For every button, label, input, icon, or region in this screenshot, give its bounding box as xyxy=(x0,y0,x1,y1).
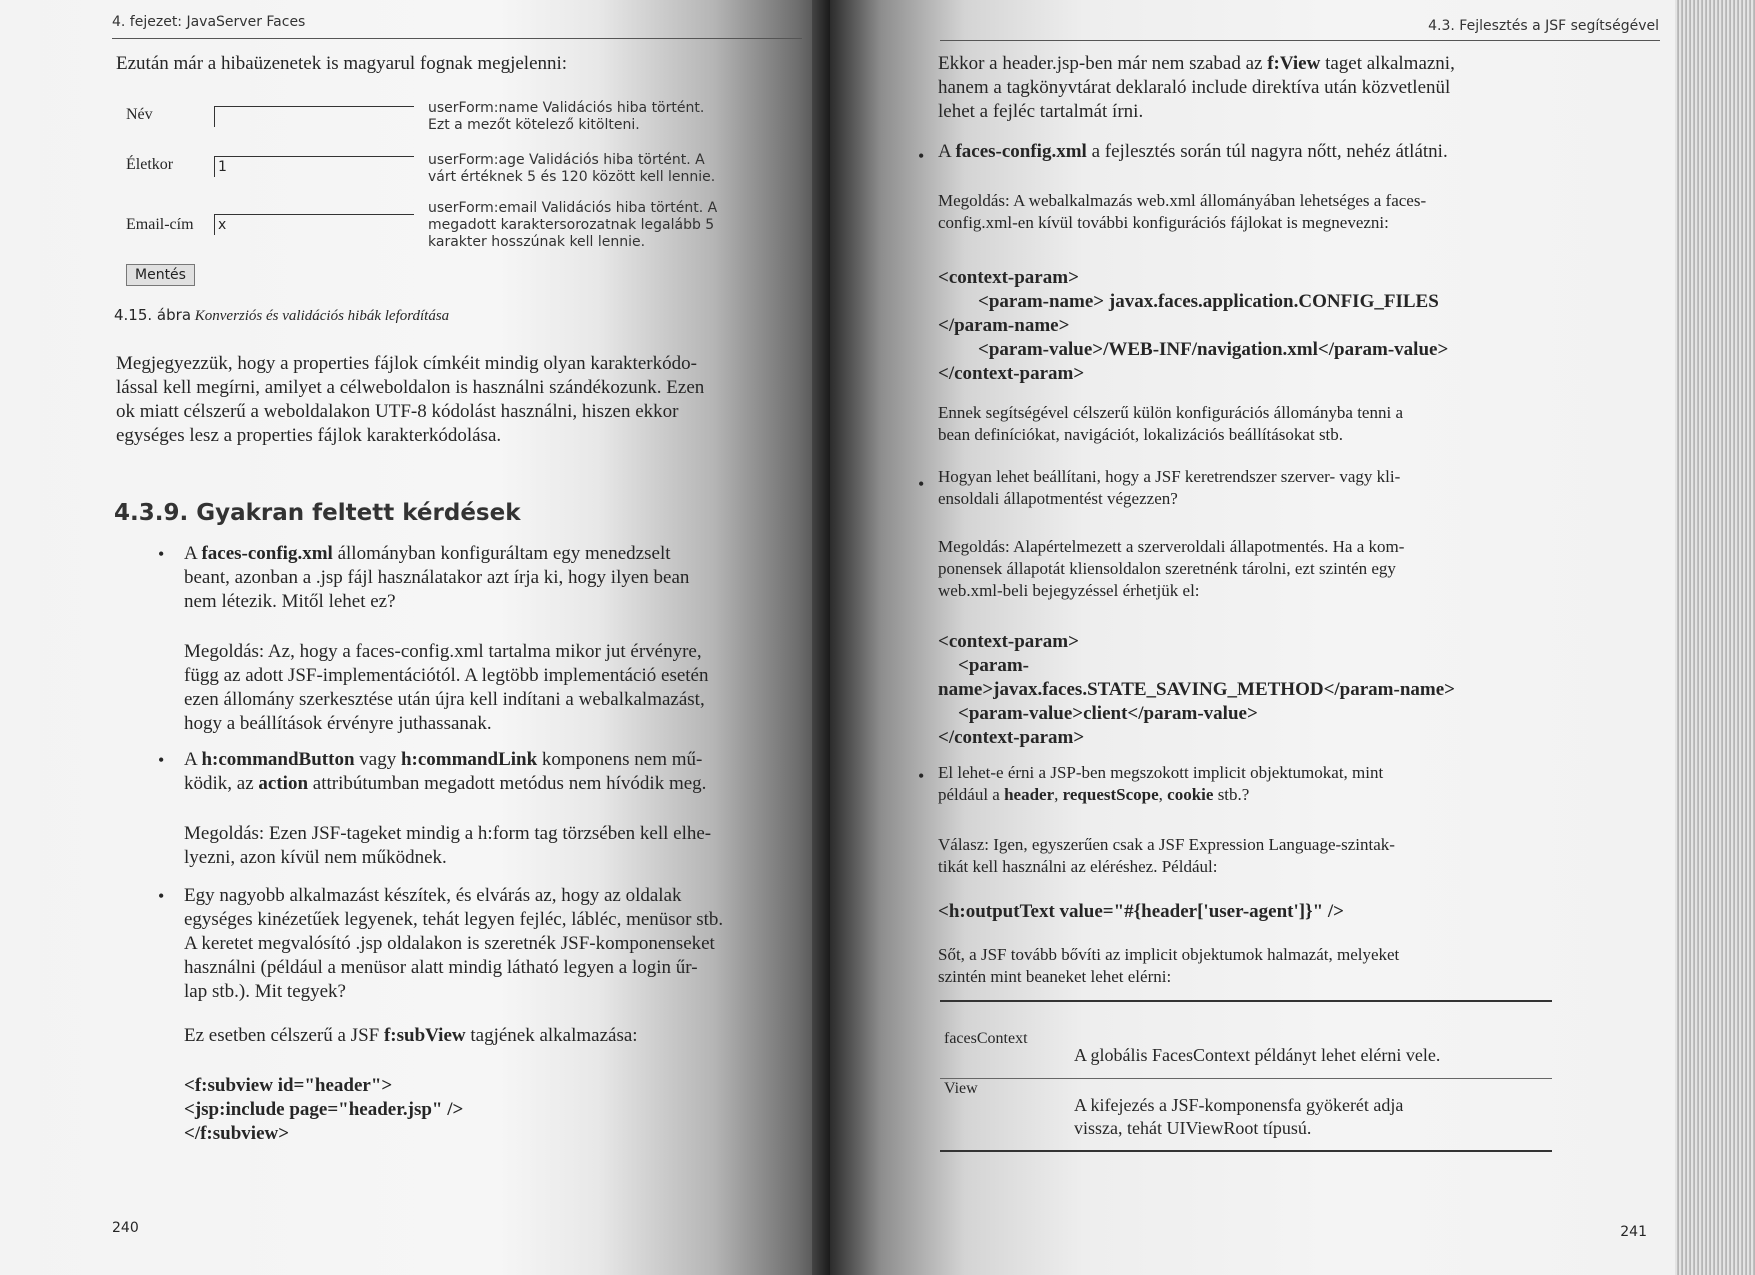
text-line: config.xml-en kívül további konfigurációs fájlokat is megnevezni: xyxy=(938,213,1389,232)
intro-text: Ezután már a hibaüzenetek is magyarul fognak megjelenni: xyxy=(116,53,568,74)
running-head-left: 4. fejezet: JavaServer Faces xyxy=(112,14,306,30)
text: a fejlesztés során túl nagyra nőtt, nehéz átlátni. xyxy=(1086,141,1448,162)
text-line: szintén mint beaneket lehet elérni: xyxy=(938,967,1172,986)
text: állományban konfiguráltam egy menedzselt xyxy=(332,543,671,564)
text-line: El lehet-e érni a JSP-ben megszokott implicit objektumokat, mint xyxy=(938,763,1384,782)
text-line: lással kell megírni, amilyet a célweboldalon is használni szándékozunk. Ezen xyxy=(116,377,705,398)
page-number-left: 240 xyxy=(112,1220,139,1236)
question-1 xyxy=(184,542,804,614)
code-output-text: <h:outputText value="#{header['user-agent']}" /> xyxy=(938,901,1344,922)
text-line: ensoldali állapotmentést végezzen? xyxy=(938,489,1178,508)
code-line: <f:subview id="header"> xyxy=(184,1075,393,1096)
text-line: Megoldás: Ezen JSF-tageket mindig a h:form tag törzsében kell elhe- xyxy=(184,823,712,844)
table-row-rule xyxy=(940,1078,1552,1079)
text-line: ponensek állapotát kliensoldalon szeretnénk tárolni, ezt szintén egy xyxy=(938,559,1396,578)
text-line: hanem a tagkönyvtárat deklaraló include direktíva után közvetlenül xyxy=(938,77,1451,98)
field-label-age: Életkor xyxy=(126,156,174,173)
code-line: <param- xyxy=(958,655,1029,676)
bold-text: action xyxy=(258,773,309,794)
text-line: A kifejezés a JSF-komponensfa gyökerét adja xyxy=(1074,1095,1404,1115)
text-line: vissza, tehát UIViewRoot típusú. xyxy=(1074,1118,1312,1138)
caption-number: 4.15. ábra xyxy=(114,306,192,324)
name-error-message xyxy=(428,100,704,134)
answer-3 xyxy=(184,1024,804,1048)
text-line: ezen állomány szerkesztése után újra kell indítani a webalkalmazást, xyxy=(184,689,705,710)
text-line: Ennek segítségével célszerű külön konfigurációs állományba tenni a xyxy=(938,403,1403,422)
answer-4-continued xyxy=(938,402,1658,446)
bold-text: faces-config.xml xyxy=(201,543,333,564)
error-line: userForm:age Validációs hiba történt. A xyxy=(428,152,705,168)
code-line: <param-name> javax.faces.application.CONFIG_FILES xyxy=(978,291,1439,312)
text-line: Hogyan lehet beállítani, hogy a JSF keretrendszer szerver- vagy kli- xyxy=(938,467,1401,486)
text: , xyxy=(1054,785,1063,804)
bold-text: header xyxy=(1004,785,1055,804)
bullet-dot: • xyxy=(918,146,925,166)
code-line: <jsp:include page="header.jsp" /> xyxy=(184,1099,464,1120)
bold-text: faces-config.xml xyxy=(955,141,1087,162)
text-line xyxy=(184,772,804,796)
text-line xyxy=(184,748,804,772)
text-line: Egy nagyobb alkalmazást készítek, és elvárás az, hogy az oldalak xyxy=(184,885,682,906)
text-line: lyezni, azon kívül nem működnek. xyxy=(184,847,447,868)
text: taget alkalmazni, xyxy=(1320,53,1455,74)
code-line: <param-value>/WEB-INF/navigation.xml</param-value> xyxy=(978,339,1449,360)
text-line: web.xml-beli bejegyzéssel érhetjük el: xyxy=(938,581,1200,600)
question-2 xyxy=(184,748,804,796)
answer-4 xyxy=(938,190,1658,234)
answer-6 xyxy=(938,834,1658,878)
question-5 xyxy=(938,466,1658,510)
text-line: függ az adott JSF-implementációtól. A legtöbb implementáció esetén xyxy=(184,665,709,686)
text-line: lehet a fejléc tartalmát írni. xyxy=(938,101,1144,122)
text-line: egységes kinézetűek legyenek, tehát legyen fejléc, lábléc, menüsor stb. xyxy=(184,909,724,930)
text-line: lap stb.). Mit tegyek? xyxy=(184,981,346,1002)
text-line: Megoldás: A webalkalmazás web.xml állományában lehetséges a faces- xyxy=(938,191,1427,210)
code-line: <param-value>client</param-value> xyxy=(958,703,1258,724)
name-field[interactable] xyxy=(214,106,414,127)
header-rule-right xyxy=(940,40,1660,41)
age-field[interactable]: 1 xyxy=(214,156,414,177)
right-page xyxy=(830,0,1675,1275)
bold-text: f:View xyxy=(1267,53,1321,74)
bullet-dot: • xyxy=(158,544,165,564)
code-config-files xyxy=(938,266,1448,386)
text-line: beant, azonban a .jsp fájl használatakor azt írja ki, hogy ilyen bean xyxy=(184,567,690,588)
age-error-message xyxy=(428,152,715,186)
email-field[interactable]: x xyxy=(214,214,414,235)
section-heading: 4.3.9. Gyakran feltett kérdések xyxy=(114,500,521,526)
text: Ekkor a header.jsp-ben már nem szabad az xyxy=(938,53,1268,74)
field-label-name: Név xyxy=(126,106,153,123)
text-line: tikát kell használni az eléréshez. Például: xyxy=(938,857,1218,876)
text-line: hogy a beállítások érvényre juthassanak. xyxy=(184,713,492,734)
answer-5 xyxy=(938,536,1658,602)
text: vagy xyxy=(354,749,401,770)
question-3 xyxy=(184,884,804,1004)
text: A xyxy=(938,141,956,162)
text: például a xyxy=(938,785,1005,804)
bullet-dot: • xyxy=(158,886,165,906)
code-line: </param-name> xyxy=(938,315,1070,336)
paragraph-encoding xyxy=(116,352,806,448)
code-state-saving xyxy=(938,630,1455,750)
caption-title: Konverziós és validációs hibák lefordítása xyxy=(194,308,450,324)
table-value-view xyxy=(1074,1094,1403,1140)
answer-2 xyxy=(184,822,804,870)
bullet-dot: • xyxy=(918,474,925,494)
table-bottom-rule xyxy=(940,1150,1552,1152)
answer-1 xyxy=(184,640,804,736)
paragraph-fview xyxy=(938,52,1658,124)
text: A xyxy=(184,749,202,770)
error-line: várt értéknek 5 és 120 között kell lennie. xyxy=(428,169,716,185)
bold-text: cookie xyxy=(1167,785,1214,804)
bold-text: f:subView xyxy=(383,1025,466,1046)
table-key-facescontext: facesContext xyxy=(944,1030,1028,1047)
error-line: karakter hosszúnak kell lennie. xyxy=(428,234,646,250)
paragraph-implicit xyxy=(938,944,1658,988)
save-button[interactable]: Mentés xyxy=(126,264,195,286)
text: tagjének alkalmazása: xyxy=(465,1025,638,1046)
text: attribútumban megadott metódus nem hívódik meg. xyxy=(308,773,707,794)
bold-text: h:commandButton xyxy=(201,749,355,770)
code-line: </f:subview> xyxy=(184,1123,290,1144)
text-line: Megoldás: Az, hogy a faces-config.xml tartalma mikor jut érvényre, xyxy=(184,641,702,662)
book-page-edges xyxy=(1675,0,1755,1275)
text-line: egységes lesz a properties fájlok karakterkódolása. xyxy=(116,425,502,446)
bold-text: requestScope xyxy=(1062,785,1159,804)
error-line: userForm:email Validációs hiba történt. A xyxy=(428,200,718,216)
bullet-dot: • xyxy=(158,750,165,770)
error-line: Ezt a mezőt kötelező kitölteni. xyxy=(428,117,640,133)
page-number-right: 241 xyxy=(1620,1224,1647,1240)
question-4 xyxy=(938,140,1658,164)
code-line: name>javax.faces.STATE_SAVING_METHOD</param-name> xyxy=(938,679,1455,700)
text-line: Válasz: Igen, egyszerűen csak a JSF Expression Language-szintak- xyxy=(938,835,1395,854)
bullet-dot: • xyxy=(918,766,925,786)
field-label-email: Email-cím xyxy=(126,216,194,233)
text: , xyxy=(1158,785,1168,804)
text-line: bean definíciókat, navigációt, lokalizációs beállításokat stb. xyxy=(938,425,1344,444)
code-subview xyxy=(184,1074,463,1146)
text-line xyxy=(938,52,1658,76)
table-value-facescontext: A globális FacesContext példányt lehet elérni vele. xyxy=(1074,1045,1441,1065)
table-key-view: View xyxy=(944,1080,978,1097)
email-error-message xyxy=(428,200,717,251)
bold-text: h:commandLink xyxy=(400,749,538,770)
text-line: Megjegyezzük, hogy a properties fájlok címkéit mindig olyan karakterkódo- xyxy=(116,353,697,374)
error-line: megadott karaktersorozatnak legalább 5 xyxy=(428,217,715,233)
text-line: nem létezik. Mitől lehet ez? xyxy=(184,591,396,612)
text-line: használni (például a menüsor alatt mindig látható legyen a login űr- xyxy=(184,957,698,978)
table-top-rule xyxy=(940,1000,1552,1002)
text: stb.? xyxy=(1213,785,1250,804)
question-6 xyxy=(938,762,1658,806)
text: komponens nem mű- xyxy=(537,749,703,770)
running-head-right: 4.3. Fejlesztés a JSF segítségével xyxy=(1428,18,1659,34)
header-rule-left xyxy=(112,38,802,39)
text-line: Megoldás: Alapértelmezett a szerveroldali állapotmentés. Ha a kom- xyxy=(938,537,1405,556)
text-line: Sőt, a JSF tovább bővíti az implicit objektumok halmazát, melyeket xyxy=(938,945,1400,964)
text-line xyxy=(184,542,804,566)
code-line: <context-param> xyxy=(938,631,1079,652)
error-line: userForm:name Validációs hiba történt. xyxy=(428,100,705,116)
text: ködik, az xyxy=(184,773,259,794)
code-line: <context-param> xyxy=(938,267,1079,288)
code-line: </context-param> xyxy=(938,727,1085,748)
text-line xyxy=(938,784,1658,806)
code-line: </context-param> xyxy=(938,363,1085,384)
left-page xyxy=(0,0,830,1275)
text: Ez esetben célszerű a JSF xyxy=(184,1025,384,1046)
text-line: A keretet megvalósító .jsp oldalakon is szeretnék JSF-komponenseket xyxy=(184,933,715,954)
figure-caption xyxy=(114,306,449,325)
text: A xyxy=(184,543,202,564)
text-line: ok miatt célszerű a weboldalakon UTF-8 kódolást használni, hiszen ekkor xyxy=(116,401,679,422)
